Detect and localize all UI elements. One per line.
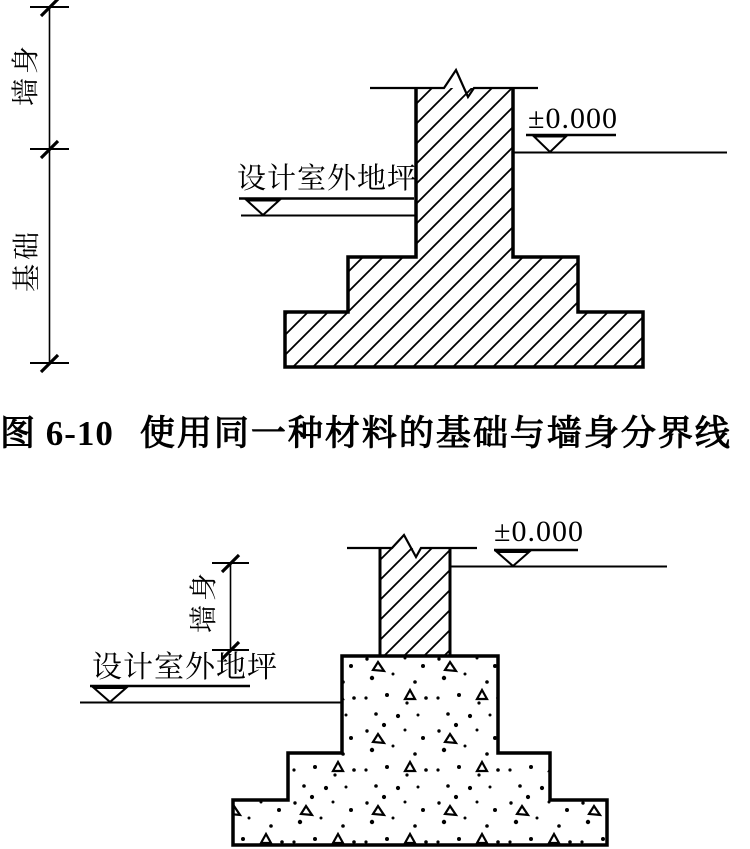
bottom-ground-marker	[80, 686, 342, 703]
ground-triangle-icon	[247, 201, 279, 216]
figure-number: 图 6-10	[0, 414, 114, 453]
bottom-foundation-cross-section	[233, 656, 607, 845]
bottom-dim-label-wall: 墙身	[189, 568, 220, 634]
top-dim-label-wall: 墙身	[11, 41, 42, 107]
bottom-wall-hatch	[380, 548, 450, 656]
bottom-diagram	[80, 535, 667, 845]
top-ground-level-label: 设计室外地坪	[237, 163, 418, 195]
top-dim-label-foundation: 基础	[12, 227, 43, 293]
level-triangle-icon	[497, 552, 529, 566]
bottom-elevation-label: ±0.000	[494, 515, 584, 548]
bottom-ground-level-label: 设计室外地坪	[92, 651, 278, 684]
figure-title: 使用同一种材料的基础与墙身分界线	[139, 414, 732, 453]
level-triangle-icon	[534, 137, 566, 153]
figure-caption	[0, 416, 750, 453]
ground-triangle-icon	[94, 688, 126, 702]
top-ground-marker	[239, 199, 415, 216]
top-elevation-label: ±0.000	[528, 102, 618, 135]
top-level-marker	[513, 135, 727, 153]
bottom-level-marker	[450, 550, 667, 567]
